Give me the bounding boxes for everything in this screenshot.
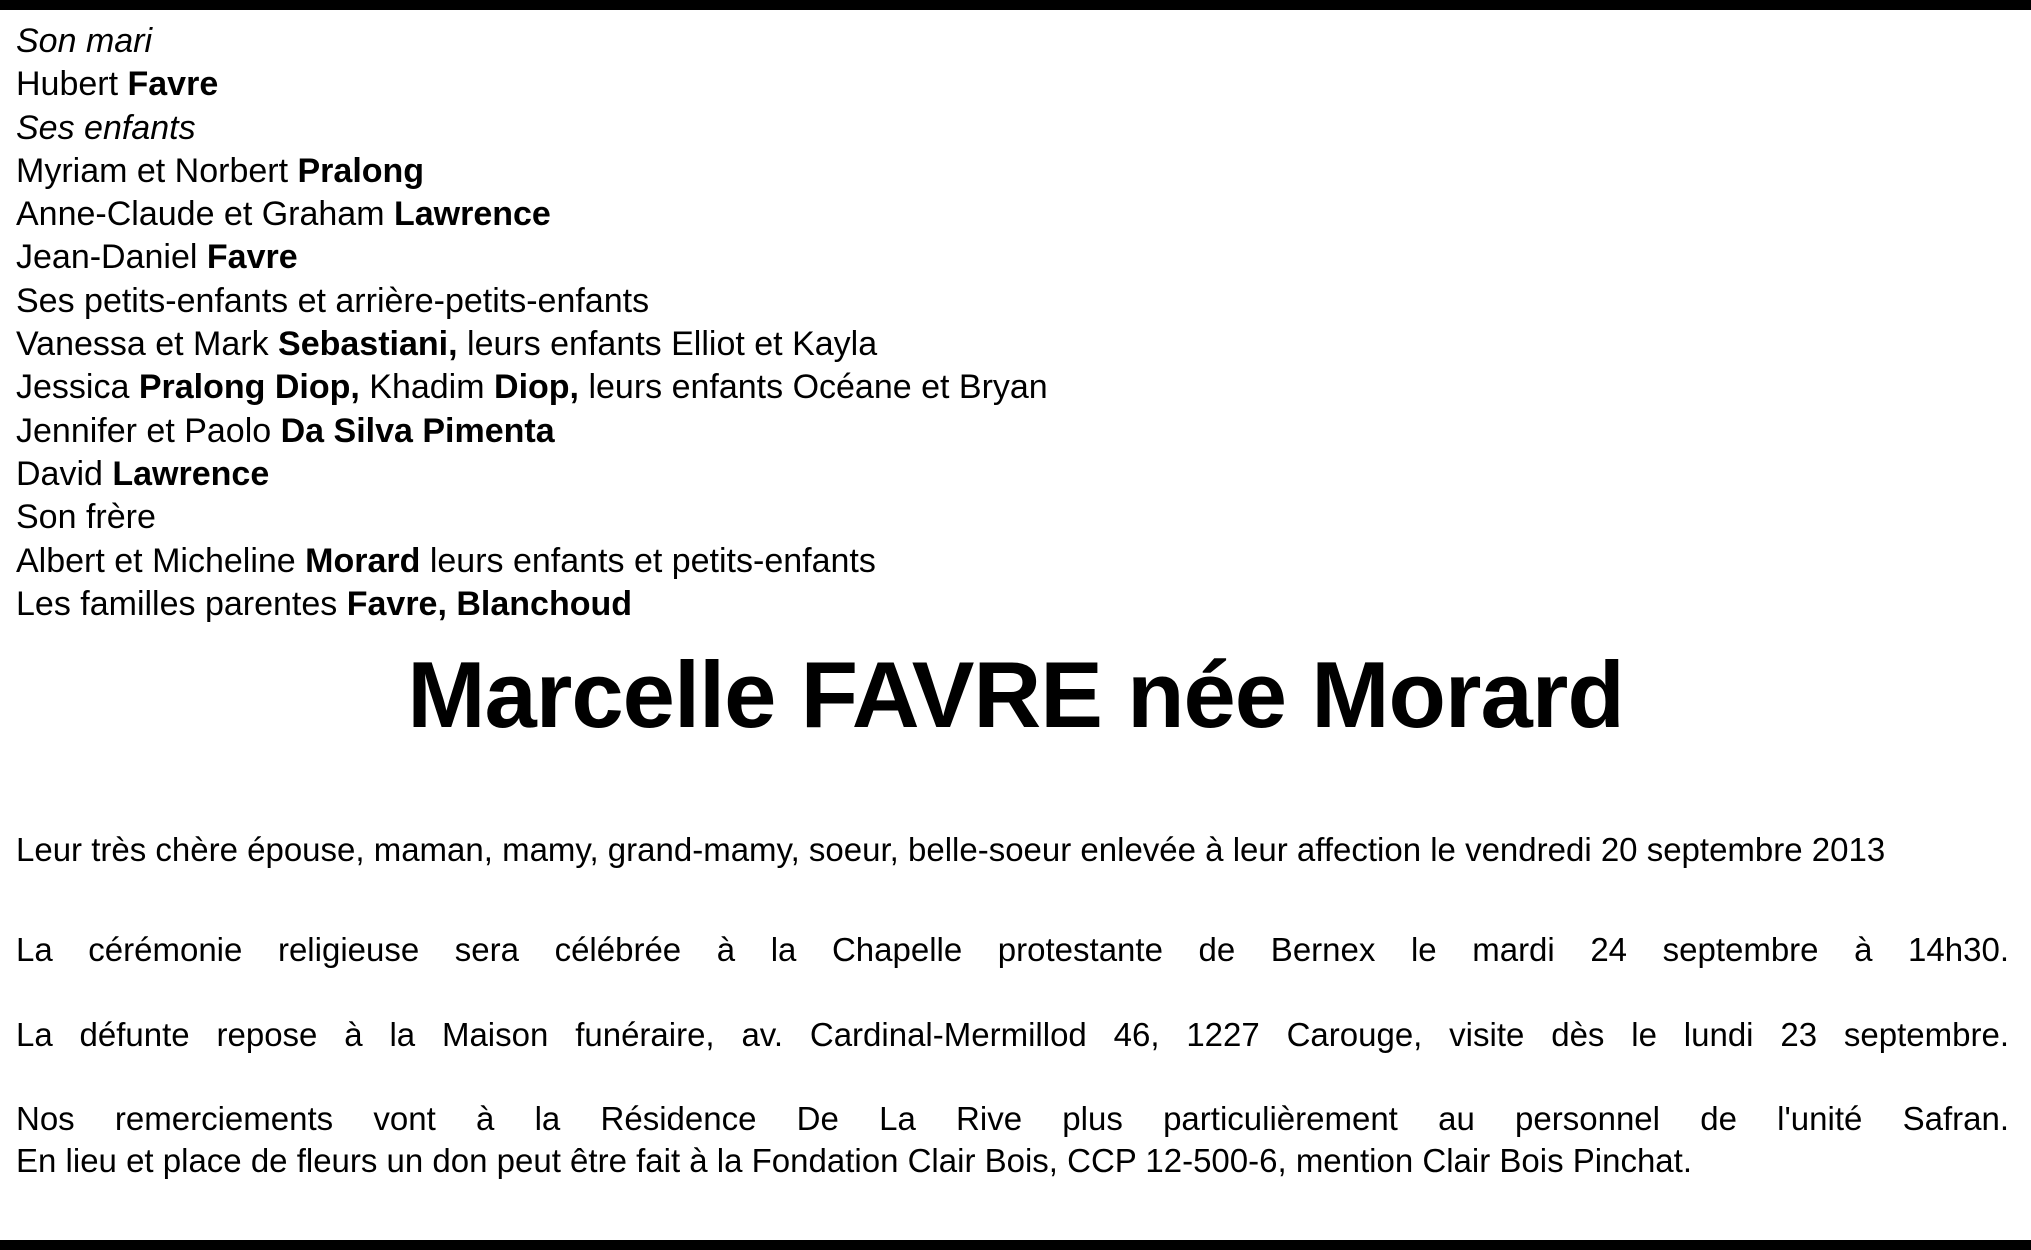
- family-text: Hubert: [16, 65, 128, 104]
- ceremony-paragraph: La cérémonie religieuse sera célébrée à la Chapelle protestante de Bernex le mardi 24 septembre à 14h30.: [16, 931, 2009, 968]
- family-text: Son frère: [16, 498, 156, 537]
- family-text: Anne-Claude et Graham: [16, 195, 394, 234]
- family-name-bold: Favre: [127, 65, 219, 104]
- family-line: [16, 193, 1116, 236]
- family-name-bold: Pralong: [297, 151, 425, 190]
- family-text: Jean-Daniel: [16, 238, 207, 277]
- family-text: Jessica: [16, 368, 139, 407]
- donation-paragraph: En lieu et place de fleurs un don peut être fait à la Fondation Clair Bois, CCP 12-500-6, mention Clair Bois Pinchat.: [16, 1142, 1692, 1179]
- family-line: [16, 236, 1116, 279]
- family-line: [16, 63, 1116, 106]
- family-text: Vanessa et Mark: [16, 325, 279, 364]
- family-name-bold: Pralong Diop,: [138, 368, 360, 407]
- family-text: Ses petits-enfants et arrière-petits-enfants: [16, 281, 650, 320]
- announcement-paragraph: Leur très chère épouse, maman, mamy, grand-mamy, soeur, belle-soeur enlevée à leur affection le vendredi 20 septembre 2013: [16, 831, 1886, 868]
- family-line: [16, 280, 1116, 323]
- family-name-bold: Sebastiani,: [278, 325, 458, 364]
- family-text: Myriam et Norbert: [16, 151, 298, 190]
- family-line: [16, 496, 1116, 539]
- thanks-paragraph: Nos remerciements vont à la Résidence De La Rive plus particulièrement au personnel de l'unité Safran.: [16, 1100, 2009, 1137]
- family-text: leurs enfants et petits-enfants: [420, 541, 876, 580]
- family-line: [16, 150, 1116, 193]
- family-name-bold: Diop,: [494, 368, 579, 407]
- family-text: Khadim: [359, 368, 495, 407]
- family-text: Albert et Micheline: [16, 541, 306, 580]
- family-name-bold: Favre, Blanchoud: [346, 584, 633, 623]
- family-line: [16, 107, 1116, 150]
- family-name-bold: Morard: [305, 541, 421, 580]
- family-line: [16, 453, 1116, 496]
- family-line: [16, 20, 1116, 63]
- family-text: Son mari: [16, 22, 153, 60]
- family-text: Ses enfants: [16, 108, 196, 147]
- family-line: [16, 583, 1116, 626]
- family-name-bold: Favre: [206, 238, 298, 277]
- family-text: Les familles parentes: [16, 584, 347, 623]
- family-text: leurs enfants Elliot et Kayla: [457, 325, 878, 364]
- family-line: [16, 366, 1116, 409]
- repose-paragraph: La défunte repose à la Maison funéraire, av. Cardinal-Mermillod 46, 1227 Carouge, visite dès le lundi 23 septembre.: [16, 1016, 2009, 1053]
- family-text: David: [16, 454, 113, 493]
- family-name-bold: Lawrence: [112, 454, 270, 493]
- family-text: Jennifer et Paolo: [16, 411, 281, 450]
- family-line: [16, 410, 1116, 453]
- deceased-name-headline: Marcelle FAVRE née Morard: [407, 642, 1624, 747]
- family-list: [16, 20, 1116, 626]
- family-name-bold: Lawrence: [393, 195, 551, 234]
- bottom-rule: [0, 1240, 2031, 1250]
- family-line: [16, 323, 1116, 366]
- family-text: leurs enfants Océane et Bryan: [579, 368, 1048, 407]
- family-line: [16, 540, 1116, 583]
- family-name-bold: Da Silva Pimenta: [280, 411, 555, 450]
- top-rule: [0, 0, 2031, 10]
